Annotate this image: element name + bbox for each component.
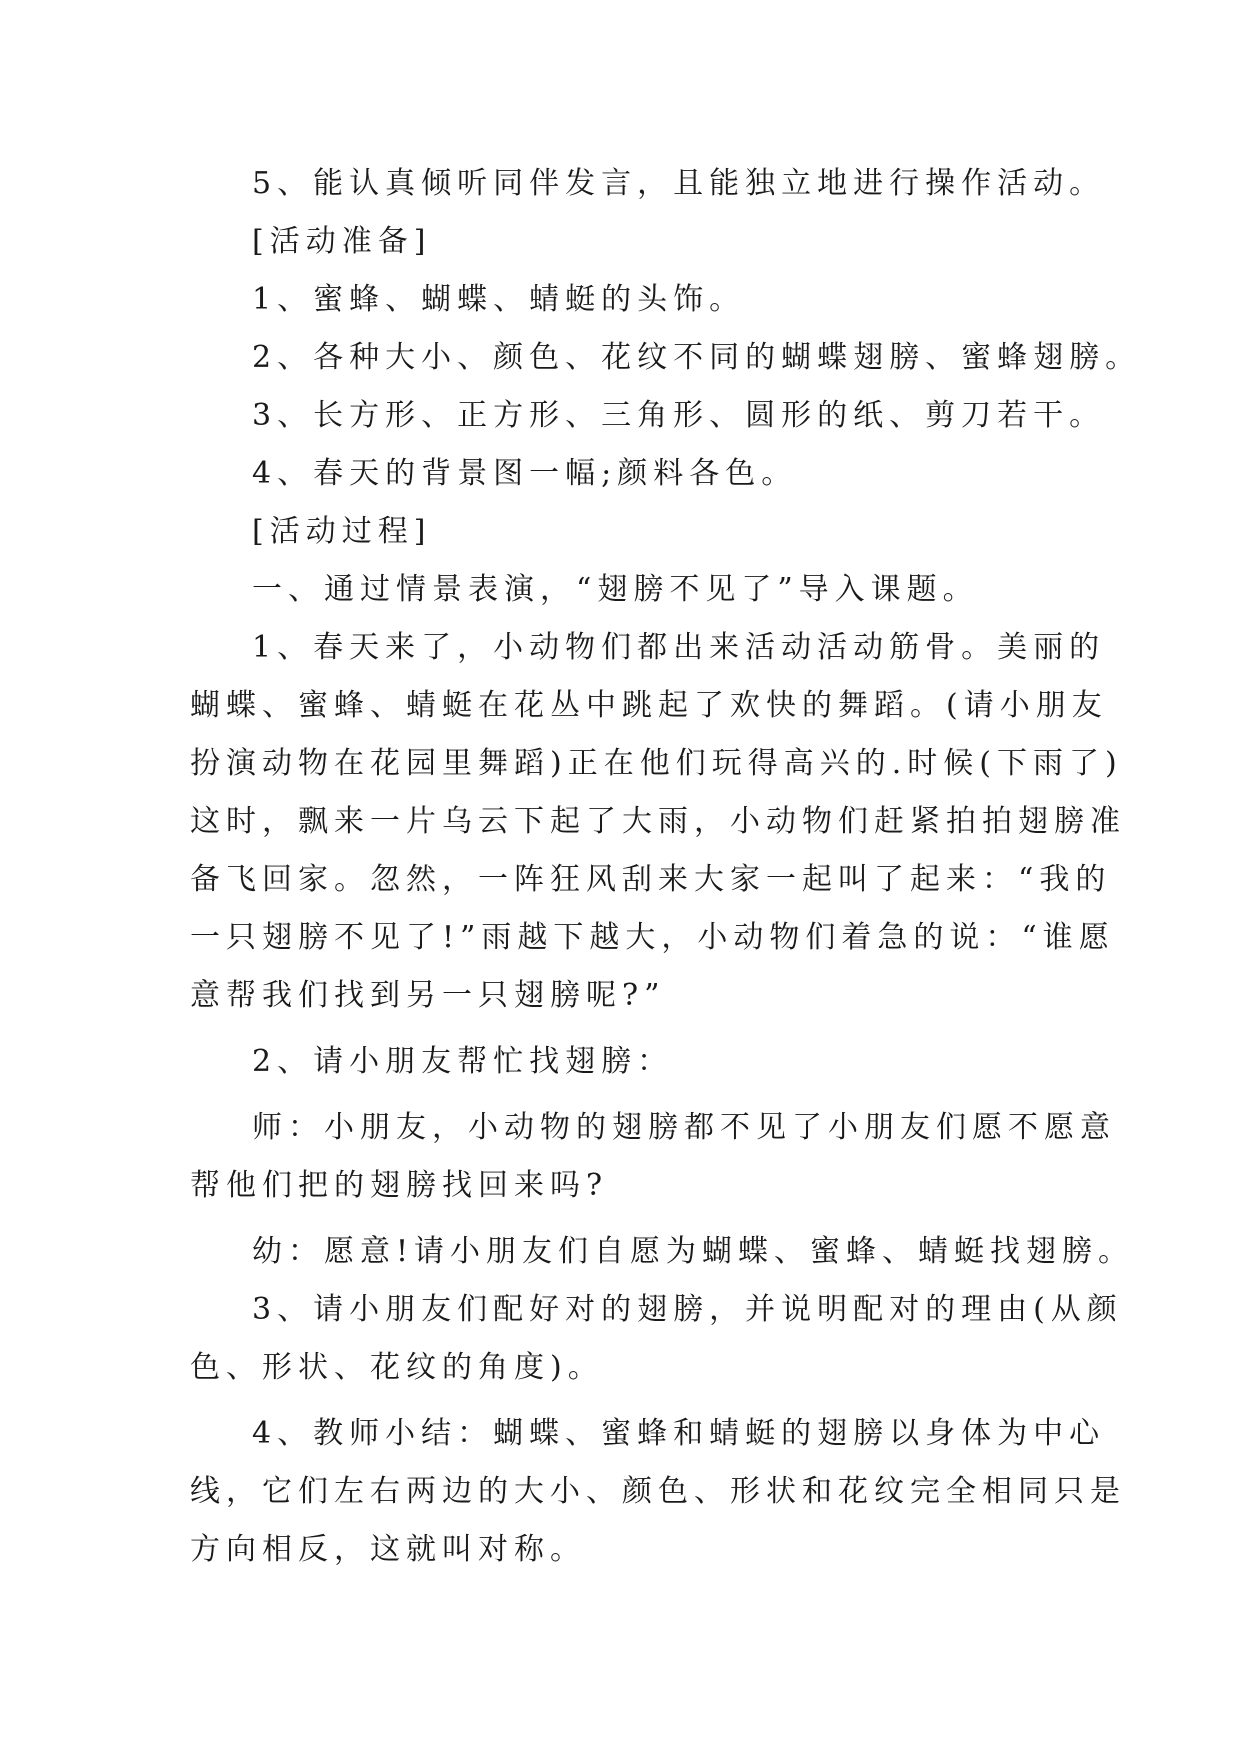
paragraph-line: 方向相反，这就叫对称。 <box>190 1532 586 1567</box>
preparation-3: 3、长方形、正方形、三角形、圆形的纸、剪刀若干。 <box>252 398 1106 433</box>
heading-activity-process: [活动过程] <box>252 514 432 549</box>
paragraph-line: 师：小朋友，小动物的翅膀都不见了小朋友们愿不愿意 <box>252 1110 1116 1145</box>
paragraph-line: 4、教师小结：蝴蝶、蜜蜂和蜻蜓的翅膀以身体为中心 <box>252 1416 1106 1451</box>
paragraph-line: 蝴蝶、蜜蜂、蜻蜓在花丛中跳起了欢快的舞蹈。(请小朋友 <box>190 688 1108 723</box>
paragraph-line: 色、形状、花纹的角度)。 <box>190 1350 604 1385</box>
document-page <box>190 155 1142 1579</box>
paragraph-line: 扮演动物在花园里舞蹈)正在他们玩得高兴的.时候(下雨了) <box>190 746 1123 781</box>
paragraph-line: 线，它们左右两边的大小、颜色、形状和花纹完全相同只是 <box>190 1474 1126 1509</box>
paragraph-line: 1、春天来了，小动物们都出来活动活动筋骨。美丽的 <box>252 630 1106 665</box>
paragraph-line: 意帮我们找到另一只翅膀呢?” <box>190 978 666 1013</box>
objective-5: 5、能认真倾听同伴发言，且能独立地进行操作活动。 <box>252 166 1106 201</box>
preparation-4: 4、春天的背景图一幅;颜料各色。 <box>252 456 798 491</box>
preparation-1: 1、蜜蜂、蝴蝶、蜻蜓的头饰。 <box>252 282 746 317</box>
process-step-1-title: 一、通过情景表演，“翅膀不见了”导入课题。 <box>252 572 979 607</box>
paragraph-line: 3、请小朋友们配好对的翅膀，并说明配对的理由(从颜 <box>252 1292 1123 1327</box>
paragraph-line: 2、请小朋友帮忙找翅膀： <box>252 1044 674 1079</box>
paragraph-line: 帮他们把的翅膀找回来吗? <box>190 1168 609 1203</box>
paragraph-line: 幼：愿意!请小朋友们自愿为蝴蝶、蜜蜂、蜻蜓找翅膀。 <box>252 1234 1135 1269</box>
preparation-2: 2、各种大小、颜色、花纹不同的蝴蝶翅膀、蜜蜂翅膀。 <box>252 340 1142 375</box>
heading-activity-preparation: [活动准备] <box>252 224 432 259</box>
paragraph-line: 一只翅膀不见了!”雨越下越大，小动物们着急的说：“谁愿 <box>190 920 1115 955</box>
paragraph-line: 这时，飘来一片乌云下起了大雨，小动物们赶紧拍拍翅膀准 <box>190 804 1126 839</box>
paragraph-line: 备飞回家。忽然，一阵狂风刮来大家一起叫了起来：“我的 <box>190 862 1112 897</box>
